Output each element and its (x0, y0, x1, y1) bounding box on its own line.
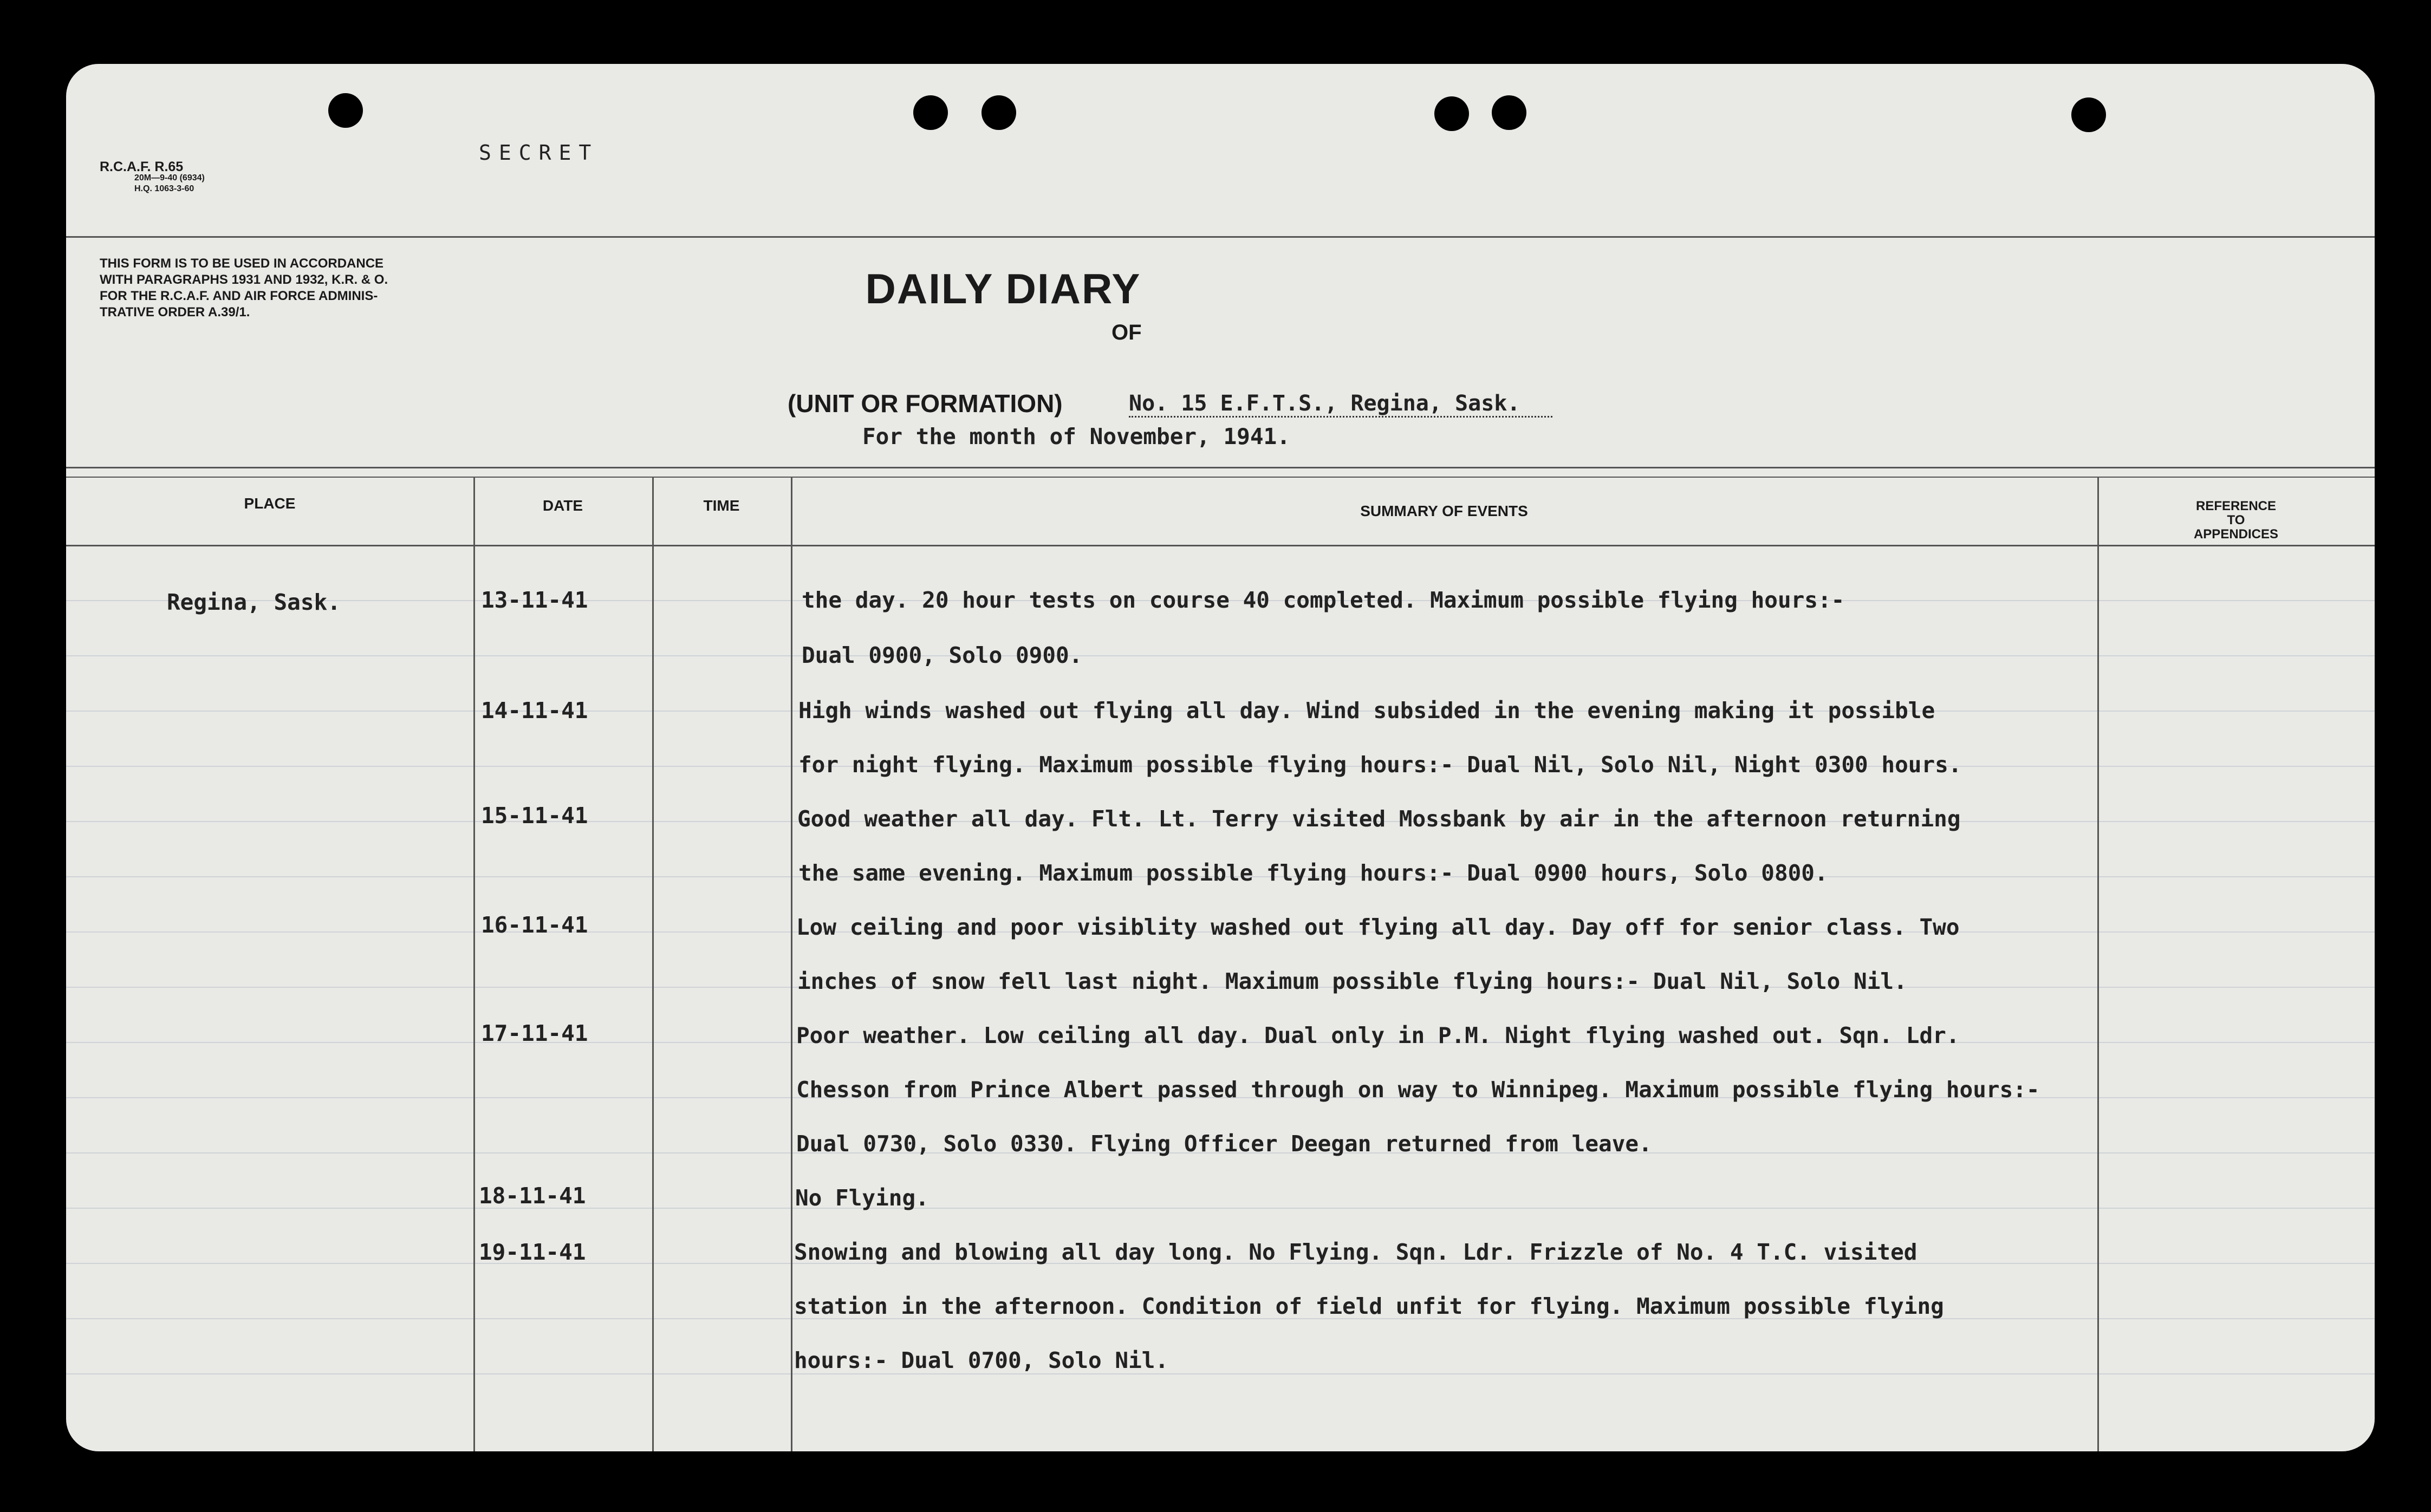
ruled-line (66, 1208, 2375, 1209)
date-entry: 13-11-41 (481, 587, 588, 613)
date-entry: 14-11-41 (481, 698, 588, 724)
reference-line: REFERENCE (2195, 499, 2277, 513)
summary-line: No Flying. (795, 1185, 929, 1211)
unit-value: No. 15 E.F.T.S., Regina, Sask. (1129, 391, 1552, 418)
header-divider (66, 236, 2375, 238)
form-number: R.C.A.F. R.65 (100, 159, 184, 174)
summary-line: the day. 20 hour tests on course 40 completed. Maximum possible flying hours:- (802, 587, 1845, 613)
punch-hole (1434, 96, 1469, 131)
punch-hole (913, 95, 948, 130)
column-divider (652, 477, 654, 1451)
summary-line: Low ceiling and poor visiblity washed out flying all day. Day off for senior class. Two (796, 914, 1960, 940)
place-entry: Regina, Sask. (167, 589, 341, 615)
column-header-date: DATE (542, 497, 583, 514)
summary-line: Chesson from Prince Albert passed through on way to Winnipeg. Maximum possible flying hours:- (796, 1077, 2040, 1103)
column-header-time: TIME (703, 497, 740, 514)
punch-hole (328, 93, 363, 128)
punch-hole (1492, 95, 1526, 130)
date-entry: 19-11-41 (479, 1239, 586, 1265)
print-code: H.Q. 1063-3-60 (134, 184, 194, 193)
summary-line: hours:- Dual 0700, Solo Nil. (794, 1347, 1169, 1373)
summary-line: Snowing and blowing all day long. No Flying. Sqn. Ldr. Frizzle of No. 4 T.C. visited (794, 1239, 1917, 1265)
page-title: DAILY DIARY (865, 265, 1141, 312)
summary-line: station in the afternoon. Condition of field unfit for flying. Maximum possible flying (794, 1293, 1944, 1319)
instruction-line: WITH PARAGRAPHS 1931 AND 1932, K.R. & O. (100, 272, 388, 287)
column-divider (473, 477, 475, 1451)
print-code: 20M—9-40 (6934) (134, 173, 205, 183)
punch-hole (2071, 97, 2106, 132)
summary-line: the same evening. Maximum possible flying hours:- Dual 0900 hours, Solo 0800. (798, 860, 1828, 886)
summary-line: Poor weather. Low ceiling all day. Dual only in P.M. Night flying washed out. Sqn. Ldr. (796, 1022, 1960, 1048)
column-header-reference (2097, 499, 2375, 542)
title-of: OF (1112, 321, 1142, 344)
summary-line: High winds washed out flying all day. Wind subsided in the evening making it possible (798, 698, 1935, 724)
summary-line: Dual 0900, Solo 0900. (802, 642, 1083, 668)
summary-line: for night flying. Maximum possible flying hours:- Dual Nil, Solo Nil, Night 0300 hours. (798, 752, 1962, 778)
summary-line: Dual 0730, Solo 0330. Flying Officer Deegan returned from leave. (796, 1131, 1652, 1157)
ruled-line (66, 1373, 2375, 1374)
summary-line: Good weather all day. Flt. Lt. Terry visited Mossbank by air in the afternoon returning (797, 806, 1961, 832)
table-top-rule (66, 477, 2375, 478)
instruction-line: THIS FORM IS TO BE USED IN ACCORDANCE (100, 256, 384, 271)
date-entry: 15-11-41 (481, 803, 588, 829)
reference-line: TO (2227, 513, 2245, 527)
column-header-place: PLACE (244, 495, 296, 512)
reference-line: APPENDICES (2193, 527, 2279, 542)
unit-label: (UNIT OR FORMATION) (788, 389, 1063, 418)
instruction-line: TRATIVE ORDER A.39/1. (100, 305, 250, 320)
instruction-line: FOR THE R.C.A.F. AND AIR FORCE ADMINIS- (100, 289, 378, 303)
table-top-rule (66, 467, 2375, 468)
column-divider (2097, 477, 2099, 1451)
date-entry: 16-11-41 (481, 912, 588, 938)
classification-stamp: SECRET (479, 141, 599, 165)
punch-hole (981, 95, 1016, 130)
month-line: For the month of November, 1941. (862, 423, 1290, 449)
summary-line: inches of snow fell last night. Maximum possible flying hours:- Dual Nil, Solo Nil. (797, 968, 1907, 994)
column-divider (791, 477, 792, 1451)
diary-sheet (66, 64, 2375, 1451)
column-header-summary: SUMMARY OF EVENTS (1360, 503, 1528, 519)
column-header-rule (66, 545, 2375, 546)
date-entry: 18-11-41 (479, 1183, 586, 1209)
form-instructions (100, 256, 388, 321)
ruled-line (66, 655, 2375, 656)
date-entry: 17-11-41 (481, 1020, 588, 1046)
